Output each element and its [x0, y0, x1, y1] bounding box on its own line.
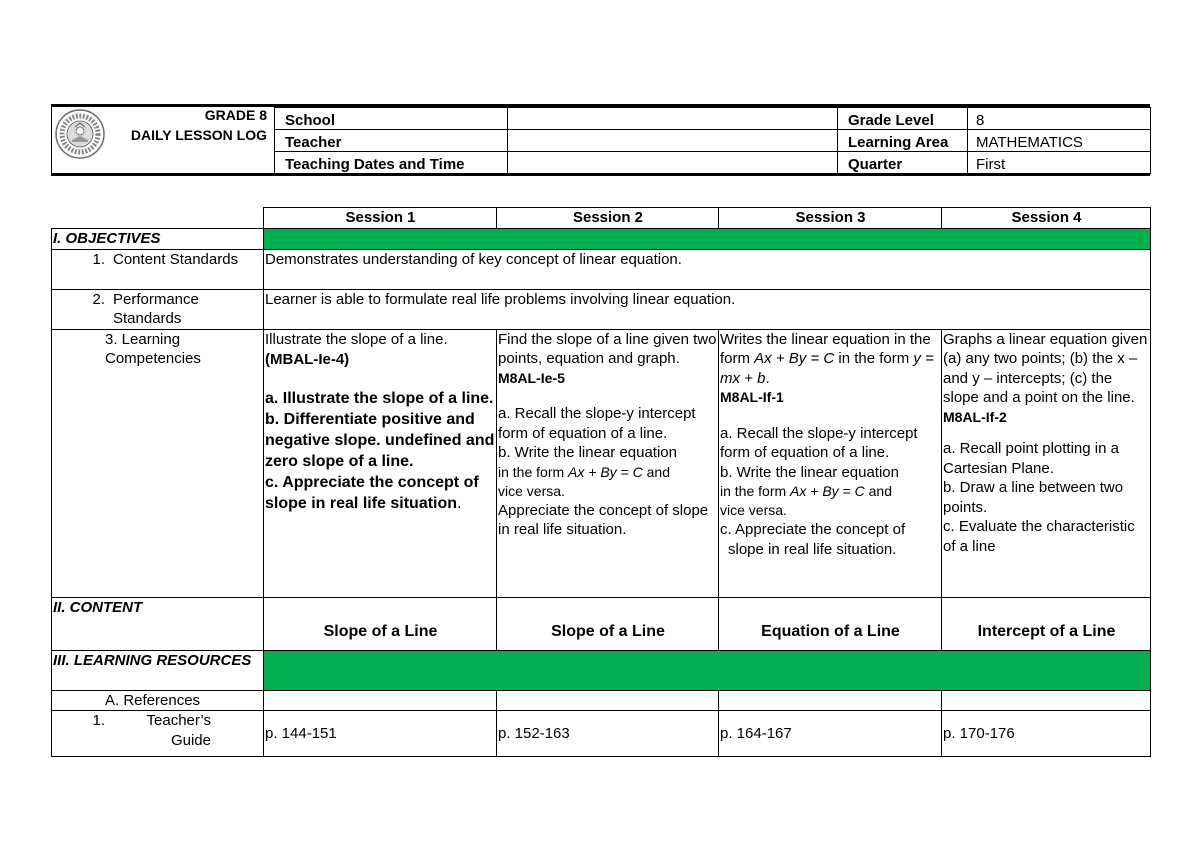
s3-line-end: .: [765, 369, 770, 387]
session-1-competencies: [264, 329, 497, 597]
s3-objective-b1: b. Write the linear equation: [720, 463, 899, 481]
references-s2: [497, 690, 719, 711]
session-header-row: [52, 208, 1151, 229]
s3-competency-code: M8AL-If-1: [720, 389, 784, 405]
learning-area-label: Learning Area: [838, 130, 968, 152]
s4-competency-line: Graphs a linear equation given (a) any two points; (b) the x – and y – intercepts; (c) the slope and a point on the line.: [943, 330, 1148, 406]
s4-objective-b: b. Draw a line between two points.: [943, 479, 1124, 516]
school-label: School: [275, 108, 508, 130]
performance-standards-label-cell: [52, 289, 264, 329]
s1-competency-line: Illustrate the slope of a line.: [265, 330, 448, 348]
quarter-label: Quarter: [838, 152, 968, 174]
s1-objective-b: b. Differentiate positive and negative slope. undefined and zero slope of a line.: [265, 411, 495, 470]
session-2-competencies: [497, 329, 719, 597]
tg-s3-cell: [719, 711, 942, 757]
content-heading: II. CONTENT: [52, 597, 264, 650]
teacher-value[interactable]: [508, 130, 838, 152]
session-1-content-cell: [264, 597, 497, 650]
s2-objective-c: Appreciate the concept of slope in real life situation.: [498, 501, 709, 538]
s3-objective-c2: slope in real life situation.: [728, 540, 897, 558]
objectives-section-bar: [264, 228, 1151, 249]
s2-competency-code: M8AL-Ie-5: [498, 369, 565, 386]
content-row: [52, 597, 1151, 650]
learning-resources-heading: III. LEARNING RESOURCES: [52, 650, 264, 690]
learning-competencies-label-cell: [52, 329, 264, 597]
s2-competency-line: Find the slope of a line given two points, equation and graph.: [498, 330, 717, 367]
s3-b2-post: and: [864, 483, 892, 499]
header-row-school: [275, 108, 1151, 130]
tg-pages-s2: p. 152-163: [498, 724, 570, 742]
references-s3: [719, 690, 942, 711]
session-4-content-cell: [942, 597, 1151, 650]
content-standards-text: Demonstrates understanding of key concept of linear equation.: [264, 249, 1151, 289]
teacher-label: Teacher: [275, 130, 508, 152]
teachers-guide-label-cell: [52, 711, 264, 757]
teaching-dates-label: Teaching Dates and Time: [275, 152, 508, 174]
learning-resources-row: [52, 650, 1151, 690]
learning-competencies-row: [52, 329, 1151, 597]
s2-objective-b3: vice versa.: [498, 482, 565, 499]
tg-pages-s4: p. 170-176: [943, 724, 1015, 742]
s3-line-pre: Writes the linear equation in the form: [720, 330, 931, 367]
s3-objective-b2: [720, 482, 941, 501]
s3-objective-b3: vice versa.: [720, 502, 787, 518]
references-s4: [942, 690, 1151, 711]
tg-pages-s3: p. 164-167: [720, 724, 792, 742]
content-standards-num: 1.: [92, 250, 105, 268]
session-3-competencies: [719, 329, 942, 597]
session-3-topic: Equation of a Line: [761, 623, 900, 640]
session-2-content-cell: [497, 597, 719, 650]
s1-objective-c-wrap: [265, 472, 496, 514]
content-standards-label-cell: [52, 249, 264, 289]
tg-s4-cell: [942, 711, 1151, 757]
header-row-teacher: [275, 130, 1151, 152]
references-row: [52, 690, 1151, 711]
header-left-rule: [51, 104, 52, 176]
s3-b2-equation: Ax + By = C: [790, 483, 865, 499]
learning-competencies-label: 3. Learning Competencies: [105, 330, 201, 367]
session-3-content-cell: [719, 597, 942, 650]
content-standards-label: Content Standards: [113, 250, 239, 268]
s1-competency-code: (MBAL-Ie-4): [265, 351, 350, 368]
s4-competency-code: M8AL-If-2: [943, 408, 1007, 425]
s3-objective-a: a. Recall the slope-y intercept form of equation of a line.: [720, 424, 918, 461]
references-s1: [264, 690, 497, 711]
session-2-topic: Slope of a Line: [551, 623, 665, 640]
s3-competency-line: [720, 330, 941, 389]
grade-level-label: Grade Level: [838, 108, 968, 130]
teachers-guide-row: [52, 711, 1151, 757]
teachers-guide-label: Teacher’s Guide: [146, 712, 211, 749]
s2-b2-equation: Ax + By = C: [568, 463, 643, 480]
s4-objective-a: a. Recall point plotting in a Cartesian Plane.: [943, 440, 1119, 477]
s4-objective-c: c. Evaluate the characteristic of a line: [943, 518, 1135, 555]
corner-cell: [52, 208, 264, 229]
header-row-dates: [275, 152, 1151, 174]
s2-objective-b1: b. Write the linear equation: [498, 444, 677, 461]
s3-b2-pre: in the form: [720, 483, 791, 499]
lesson-log-table: [51, 207, 1151, 757]
header-info-table: [274, 107, 1151, 174]
performance-standards-row: [52, 289, 1151, 329]
tg-s1-cell: [264, 711, 497, 757]
content-standards-row: [52, 249, 1151, 289]
session-4-topic: Intercept of a Line: [977, 623, 1116, 640]
references-label-cell: [52, 690, 264, 711]
learning-resources-section-bar: [264, 650, 1151, 690]
performance-standards-num: 2.: [92, 290, 105, 308]
objectives-row: [52, 228, 1151, 249]
session-3-header: Session 3: [719, 208, 942, 229]
s2-objective-a: a. Recall the slope-y intercept form of equation of a line.: [498, 405, 696, 442]
teachers-guide-num: 1.: [92, 712, 105, 729]
document-type-label: DAILY LESSON LOG: [130, 127, 267, 143]
session-2-header: Session 2: [497, 208, 719, 229]
school-value[interactable]: [508, 108, 838, 130]
teaching-dates-value[interactable]: [508, 152, 838, 174]
s2-b2-post: and: [642, 463, 670, 480]
deped-seal-icon: [55, 109, 105, 159]
objectives-heading: I. OBJECTIVES: [52, 228, 264, 249]
s3-line-eq2: y = mx + b: [720, 350, 934, 387]
references-label: A. References: [105, 691, 201, 709]
tg-s2-cell: [497, 711, 719, 757]
s3-line-mid: in the form: [834, 350, 914, 367]
session-1-topic: Slope of a Line: [323, 623, 438, 640]
s2-objective-b2: [498, 463, 718, 482]
grade-level-value[interactable]: 8: [968, 108, 1151, 130]
learning-area-value[interactable]: MATHEMATICS: [968, 130, 1151, 152]
s3-objective-c1: c. Appreciate the concept of: [720, 521, 906, 538]
performance-standards-text: Learner is able to formulate real life problems involving linear equation.: [264, 289, 1151, 329]
tg-pages-s1: p. 144-151: [265, 724, 337, 742]
s1-objective-c: c. Appreciate the concept of slope in real life situation: [265, 474, 479, 512]
quarter-value[interactable]: First: [968, 152, 1151, 174]
s2-b2-pre: in the form: [498, 463, 569, 480]
session-1-header: Session 1: [264, 208, 497, 229]
s3-line-eq1: Ax + By = C: [754, 350, 835, 367]
session-4-header: Session 4: [942, 208, 1151, 229]
session-4-competencies: [942, 329, 1151, 597]
grade-label: GRADE 8: [204, 107, 267, 123]
s1-objective-a: a. Illustrate the slope of a line.: [265, 390, 494, 407]
performance-standards-label: Performance Standards: [113, 290, 199, 327]
s1-objective-c-end: .: [457, 495, 462, 512]
